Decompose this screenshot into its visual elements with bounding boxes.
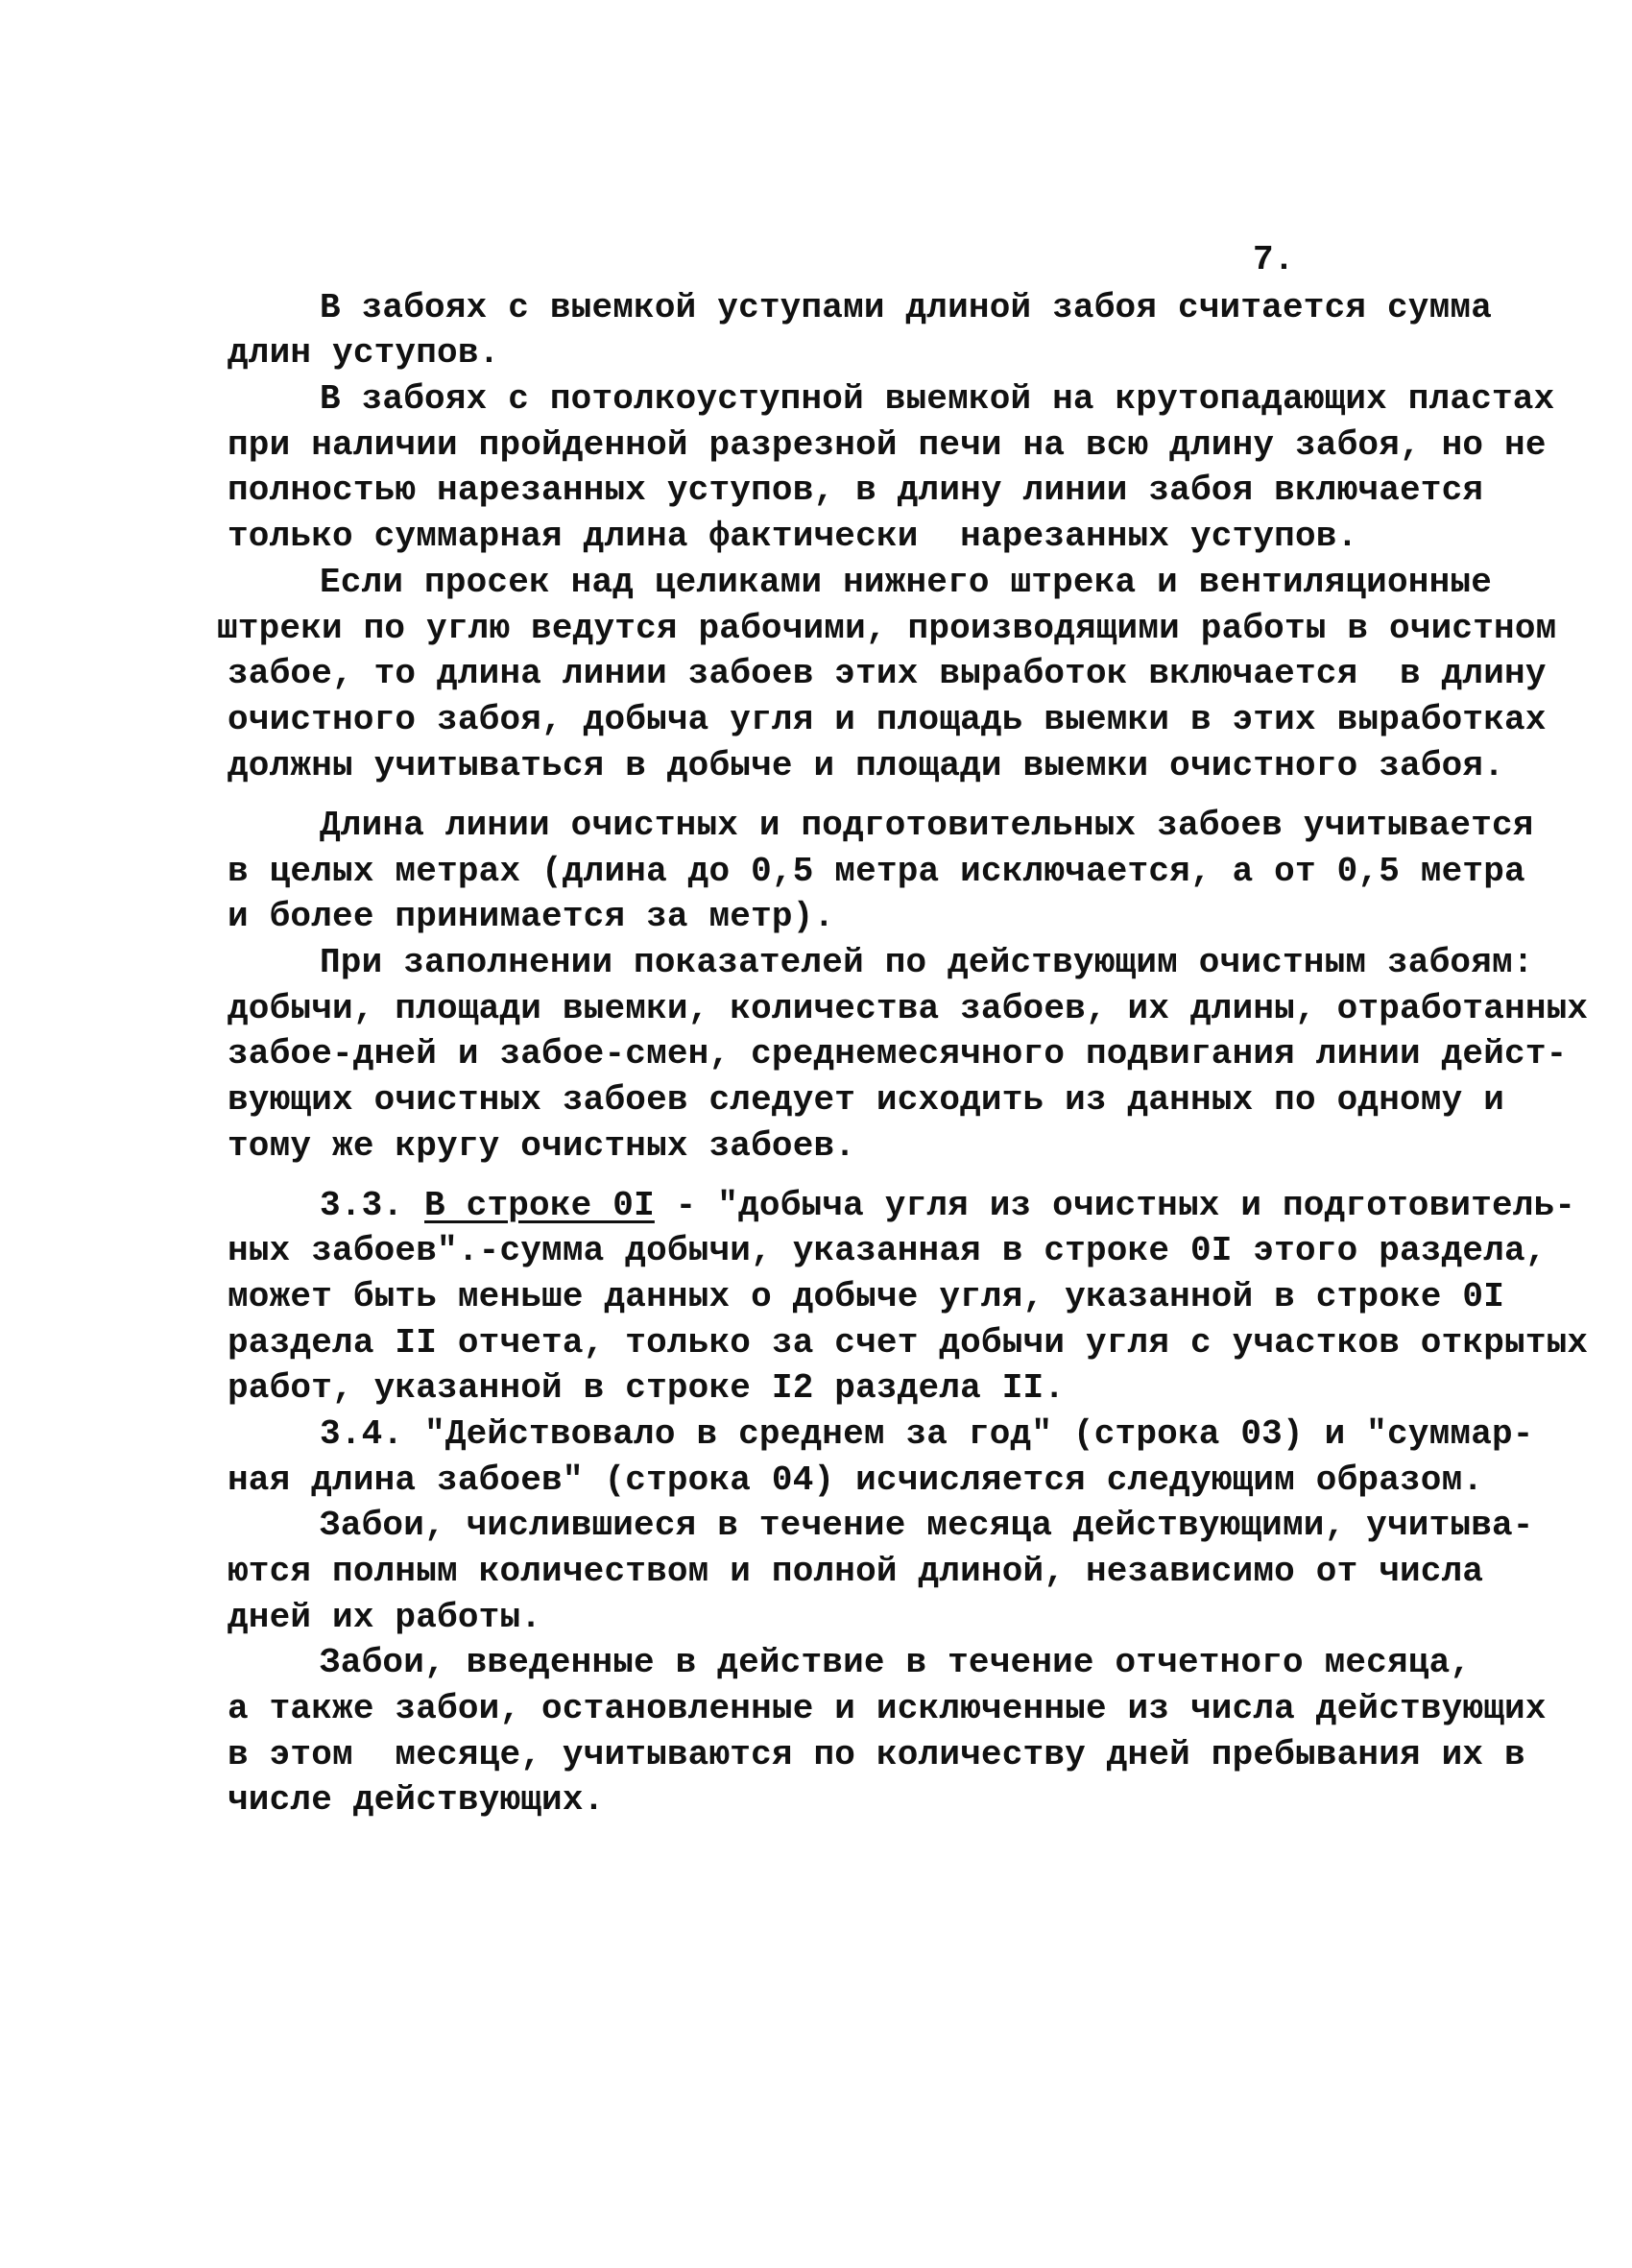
text-line: работ, указанной в строке I2 раздела II.	[228, 1368, 1066, 1408]
section-number: 3.3.	[320, 1186, 425, 1225]
text-line: Забои, введенные в действие в течение отчетного месяца,	[320, 1643, 1472, 1682]
text-line: только суммарная длина фактически нарезанных уступов.	[228, 517, 1358, 556]
text-line: Забои, числившиеся в течение месяца действующими, учитыва-	[320, 1506, 1534, 1545]
text-line: может быть меньше данных о добыче угля, указанной в строке 0I	[228, 1277, 1505, 1316]
text-line: ются полным количеством и полной длиной, независимо от числа	[228, 1552, 1484, 1591]
underlined-reference: В строке 0I	[424, 1186, 655, 1225]
text-line: Если просек над целиками нижнего штрека и вентиляционные	[320, 563, 1492, 602]
text-line: забое, то длина линии забоев этих выработок включается в длину	[228, 654, 1547, 693]
text-line: 3.4. "Действовало в среднем за год" (строка 03) и "суммар-	[320, 1414, 1534, 1454]
line-remainder: - "добыча угля из очистных и подготовитель-	[654, 1186, 1576, 1225]
text-line: при наличии пройденной разрезной печи на всю длину забоя, но не	[228, 425, 1547, 465]
text-line: вующих очистных забоев следует исходить из данных по одному и	[228, 1080, 1505, 1120]
text-line: а также забои, остановленные и исключенные из числа действующих	[228, 1689, 1547, 1728]
text-line: раздела II отчета, только за счет добычи угля с участков открытых	[228, 1323, 1589, 1363]
text-line: в этом месяце, учитываются по количеству дней пребывания их в	[228, 1735, 1525, 1774]
text-line: В забоях с выемкой уступами длиной забоя считается сумма	[320, 288, 1492, 327]
text-line: тому же кругу очистных забоев.	[228, 1126, 856, 1166]
text-line: длин уступов.	[228, 333, 500, 373]
text-line: должны учитываться в добыче и площади выемки очистного забоя.	[228, 746, 1505, 785]
text-line: забое-дней и забое-смен, среднемесячного подвигания линии дейст-	[228, 1034, 1568, 1074]
text-line: в целых метрах (длина до 0,5 метра исключается, а от 0,5 метра	[228, 852, 1525, 891]
text-line: ная длина забоев" (строка 04) исчисляется следующим образом.	[228, 1460, 1484, 1500]
text-line: ных забоев".-сумма добычи, указанная в строке 0I этого раздела,	[228, 1231, 1547, 1270]
text-line-3-3	[320, 1186, 1576, 1225]
text-line: дней их работы.	[228, 1598, 542, 1637]
text-line: При заполнении показателей по действующим очистным забоям:	[320, 943, 1534, 982]
text-line: Длина линии очистных и подготовительных забоев учитывается	[320, 806, 1534, 845]
text-line: добычи, площади выемки, количества забоев, их длины, отработанных	[228, 989, 1589, 1028]
text-line: полностью нарезанных уступов, в длину линии забоя включается	[228, 470, 1484, 510]
text-line: штреки по углю ведутся рабочими, производящими работы в очистном	[217, 609, 1557, 648]
page-number: 7.	[1253, 240, 1295, 279]
text-line: и более принимается за метр).	[228, 897, 835, 936]
text-line: очистного забоя, добыча угля и площадь выемки в этих выработках	[228, 700, 1547, 739]
text-line: В забоях с потолкоуступной выемкой на крутопадающих пластах	[320, 379, 1555, 419]
text-line: числе действующих.	[228, 1780, 605, 1820]
